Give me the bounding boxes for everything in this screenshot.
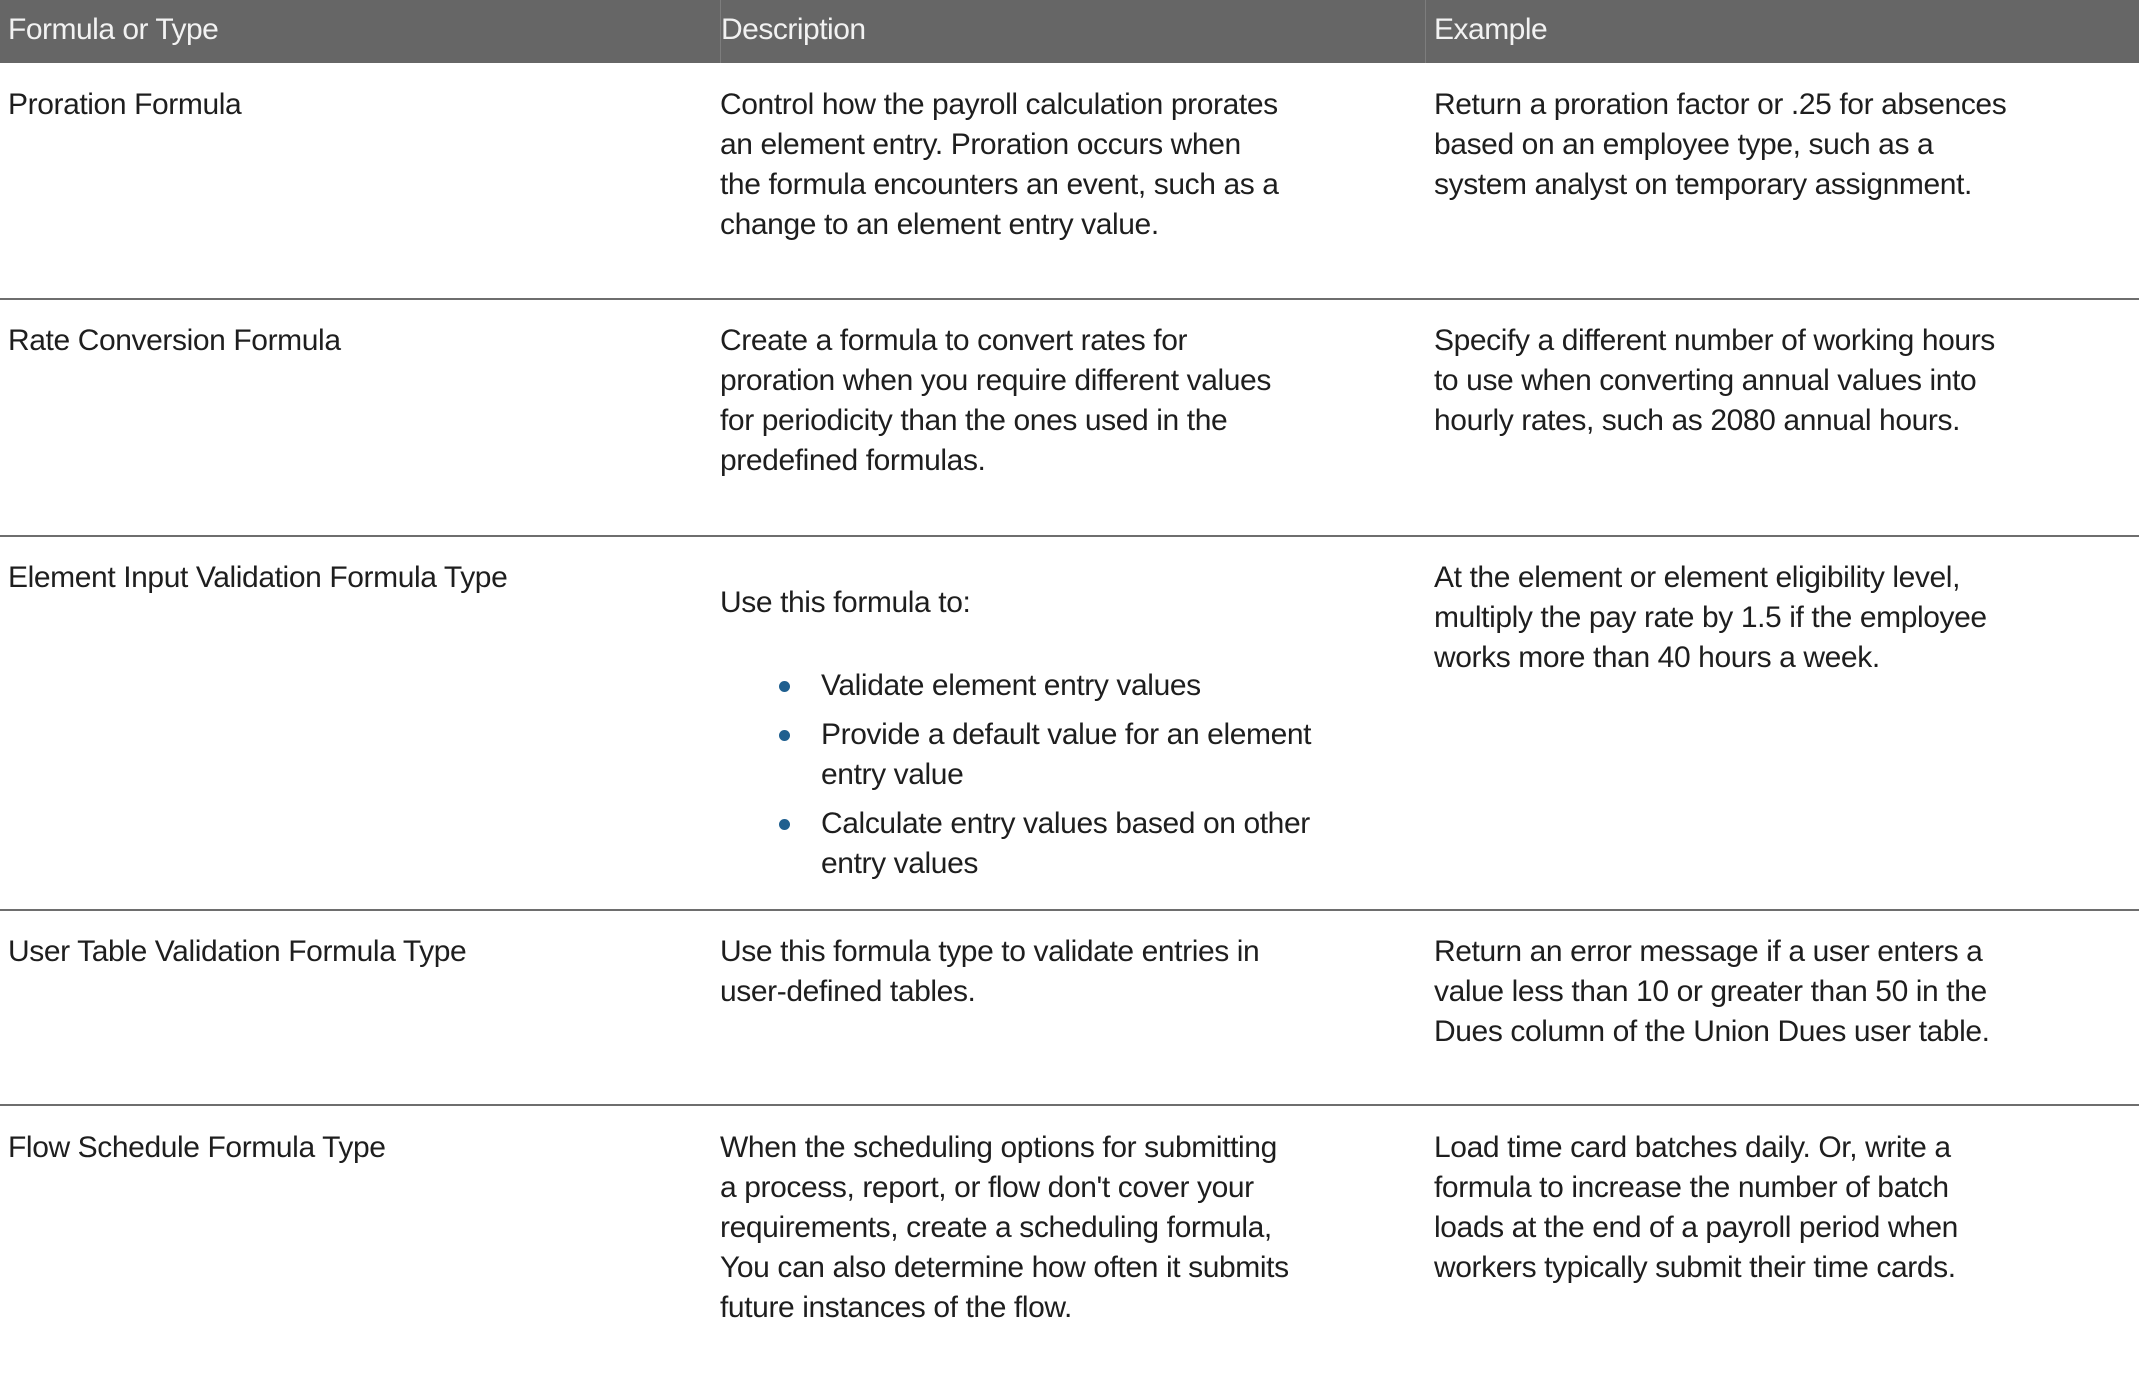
table-row [0, 911, 2139, 1105]
text-line: proration when you require different values [720, 364, 1271, 397]
text-line: Load time card batches daily. Or, write a [1434, 1131, 1951, 1164]
formula-type-cell: Element Input Validation Formula Type [8, 561, 508, 594]
table-row [0, 537, 2139, 910]
column-header-example: Example [1434, 13, 1548, 46]
bullet-icon [779, 730, 790, 741]
text-line: user-defined tables. [720, 975, 976, 1008]
text-line: works more than 40 hours a week. [1434, 641, 1880, 674]
text-line: Calculate entry values based on other [821, 807, 1310, 840]
text-line: to use when converting annual values into [1434, 364, 1977, 397]
text-line: system analyst on temporary assignment. [1434, 168, 1972, 201]
table-row [0, 63, 2139, 299]
text-line: Dues column of the Union Dues user table. [1434, 1015, 1990, 1048]
text-line: multiply the pay rate by 1.5 if the employee [1434, 601, 1987, 634]
example-cell [1434, 932, 1990, 1052]
description-intro: Use this formula to: [720, 586, 971, 619]
text-line: predefined formulas. [720, 444, 986, 477]
formula-type-cell: User Table Validation Formula Type [8, 935, 467, 968]
bullet-item [779, 715, 1311, 795]
text-line: Return a proration factor or .25 for absences [1434, 88, 2007, 121]
example-cell [1434, 85, 2006, 205]
text-line: Specify a different number of working hours [1434, 324, 1995, 357]
text-line: Create a formula to convert rates for [720, 324, 1188, 357]
text-line: requirements, create a scheduling formula, [720, 1211, 1272, 1244]
bullet-icon [779, 681, 790, 692]
text-line: At the element or element eligibility level, [1434, 561, 1961, 594]
text-line: the formula encounters an event, such as a [720, 168, 1279, 201]
formula-type-cell: Flow Schedule Formula Type [8, 1131, 386, 1164]
table-header [0, 0, 2139, 63]
description-bullet-list [779, 666, 1311, 893]
text-line: You can also determine how often it submits [720, 1251, 1289, 1284]
bullet-item [779, 666, 1311, 706]
text-line: Validate element entry values [821, 669, 1201, 702]
description-cell [720, 932, 1259, 1012]
column-header-formula-or-type: Formula or Type [8, 13, 219, 46]
text-line: for periodicity than the ones used in the [720, 404, 1228, 437]
text-line: future instances of the flow. [720, 1291, 1072, 1324]
text-line: change to an element entry value. [720, 208, 1159, 241]
text-line: When the scheduling options for submitting [720, 1131, 1277, 1164]
description-cell [720, 1128, 1289, 1328]
formula-type-cell: Proration Formula [8, 88, 242, 121]
text-line: entry value [821, 758, 964, 791]
example-cell [1434, 321, 1995, 441]
column-separator [1425, 0, 1426, 63]
text-line: Control how the payroll calculation prorates [720, 88, 1278, 121]
text-line: a process, report, or flow don't cover your [720, 1171, 1254, 1204]
text-line: Use this formula type to validate entries in [720, 935, 1260, 968]
text-line: an element entry. Proration occurs when [720, 128, 1241, 161]
text-line: Provide a default value for an element [821, 718, 1312, 751]
text-line: loads at the end of a payroll period when [1434, 1211, 1958, 1244]
table-row [0, 300, 2139, 536]
text-line: based on an employee type, such as a [1434, 128, 1934, 161]
description-cell [720, 321, 1271, 481]
bullet-item [779, 804, 1311, 884]
description-cell [720, 85, 1279, 245]
formula-type-cell: Rate Conversion Formula [8, 324, 341, 357]
column-header-description: Description [721, 13, 866, 46]
table-row [0, 1106, 2139, 1374]
example-cell [1434, 558, 1987, 678]
text-line: Return an error message if a user enters a [1434, 935, 1983, 968]
text-line: hourly rates, such as 2080 annual hours. [1434, 404, 1961, 437]
text-line: entry values [821, 847, 978, 880]
example-cell [1434, 1128, 1958, 1288]
text-line: formula to increase the number of batch [1434, 1171, 1949, 1204]
text-line: workers typically submit their time cards. [1434, 1251, 1956, 1284]
text-line: value less than 10 or greater than 50 in the [1434, 975, 1987, 1008]
bullet-icon [779, 819, 790, 830]
